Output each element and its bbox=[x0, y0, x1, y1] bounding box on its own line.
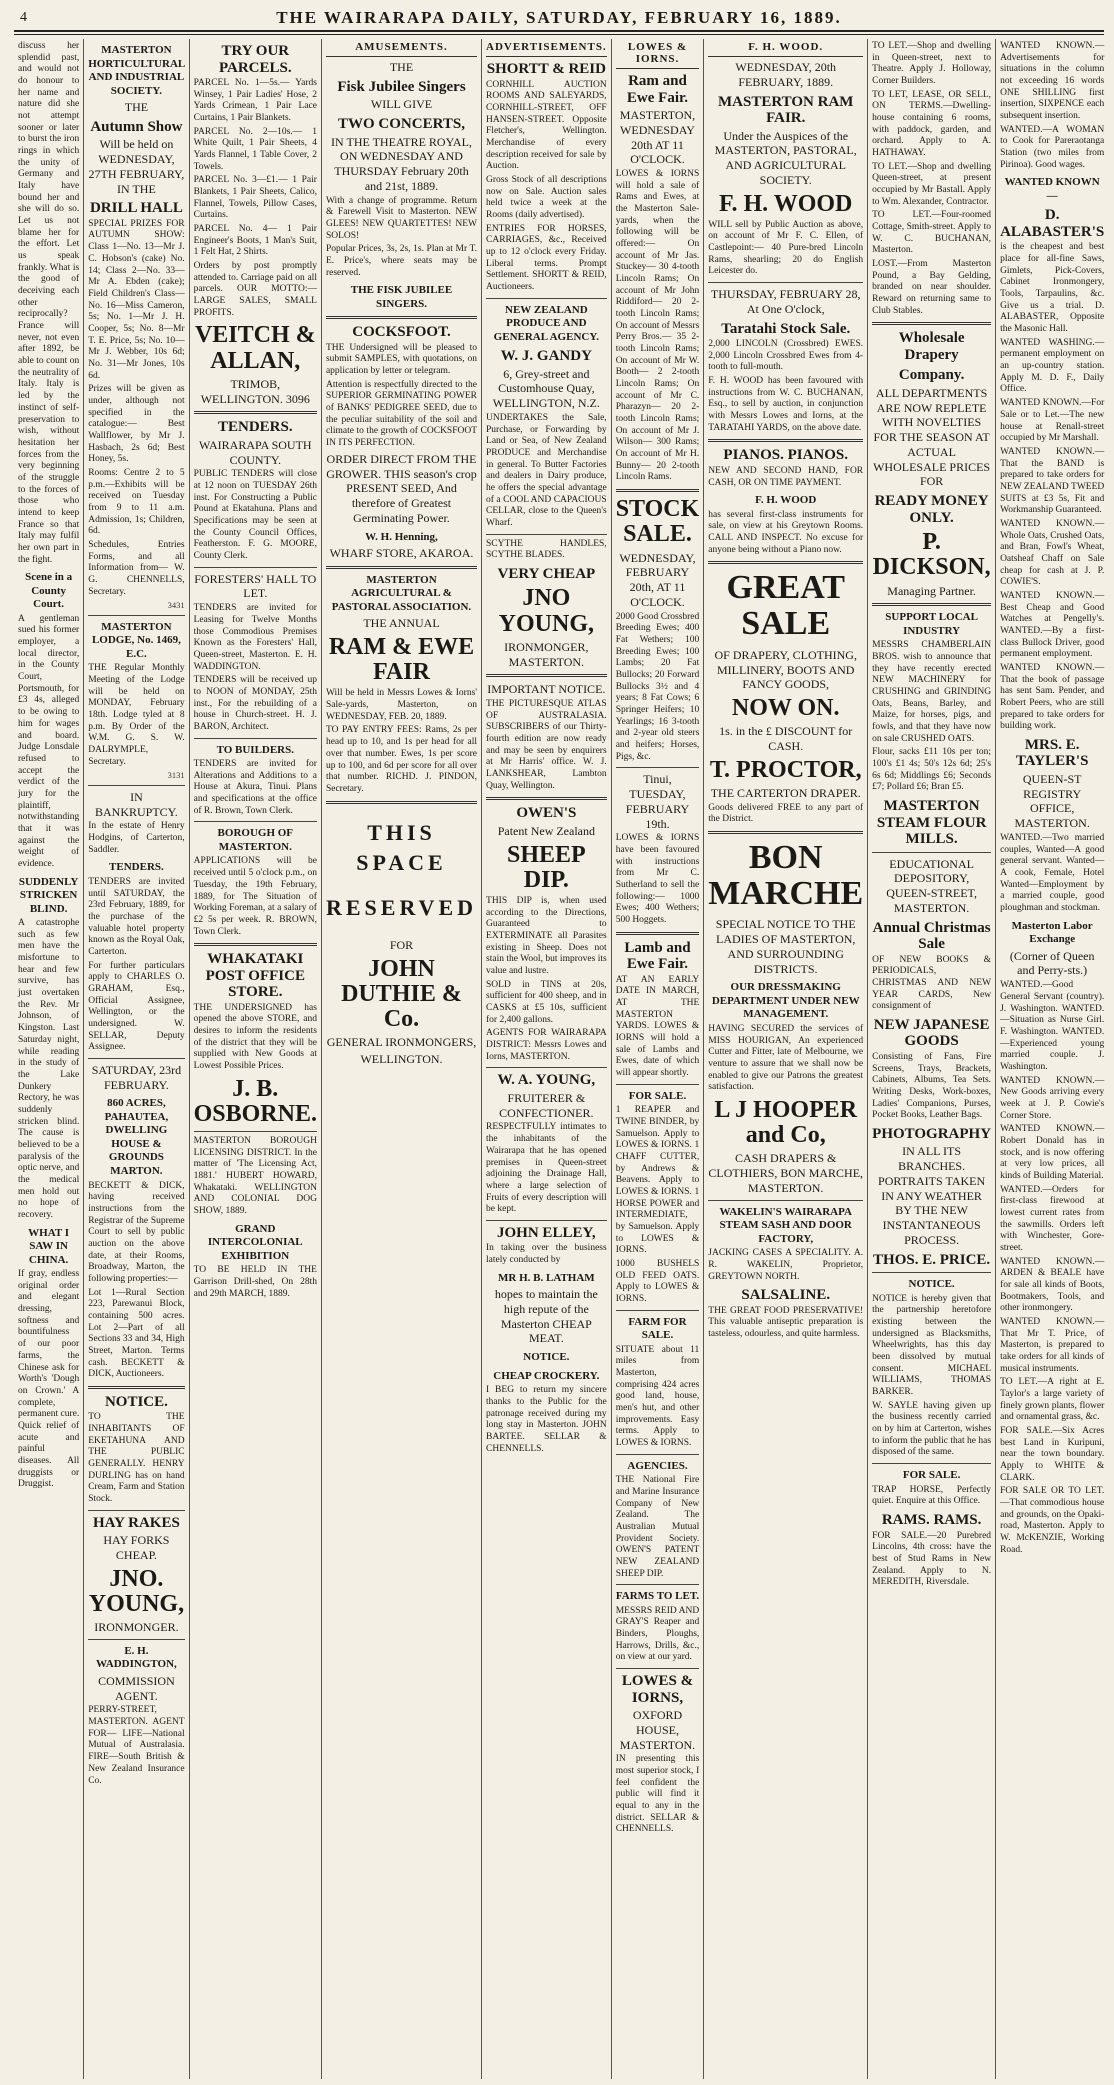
article-text: 1000 BUSHELS OLD FEED OATS. Apply to LOWES & IORNS. bbox=[615, 1258, 700, 1304]
headline: W. J. GANDY bbox=[500, 348, 592, 365]
column-rule bbox=[616, 1084, 700, 1085]
article-text: Prizes will be given as under, although not specified in the catalogue:— Best Wallflower, by Mr J. Hasbach, 2s 6d; Best Honey, 5s. bbox=[88, 384, 185, 465]
column-rule bbox=[194, 943, 317, 946]
column-heading: AMUSEMENTS. bbox=[326, 39, 477, 57]
article-text: PERRY-STREET, MASTERTON. AGENT FOR— LIFE—National Mutual of Australasia. FIRE—South British & New Zealand Insurance Co. bbox=[88, 1705, 185, 1786]
headline: E. H. WADDINGTON, bbox=[96, 1644, 177, 1671]
headline: NOTICE. bbox=[523, 1351, 570, 1364]
article-text: Orders by post promptly attended to. Carriage paid on all parcels. OUR MOTTO:—LARGE SALES, SMALL PROFITS. bbox=[193, 261, 317, 318]
article-text: WANTED.—Good General Servant (country). J. Washington. WANTED.—Situation as Nurse Girl. F. Washington. WANTED.—Experienced young married couple. J. Washington. bbox=[1000, 980, 1105, 1072]
headline: THE bbox=[124, 100, 149, 115]
column-rule bbox=[326, 801, 477, 804]
headline: THE CARTERTON DRAPER. bbox=[710, 785, 861, 800]
headline: Lamb and Ewe Fair. bbox=[624, 939, 691, 973]
column-7 bbox=[703, 39, 867, 2079]
article-text: UNDERTAKES the Sale, Purchase, or Forwarding by Land or Sea, of New Zealand PRODUCE and Merchandise in general. To Butter Factories and dealers in Dairy produce, he offers the special advantage of a COOL AND CAPACIOUS CELLAR, close to the Queen's Wharf. bbox=[486, 412, 607, 528]
headline: SATURDAY, 23rd FEBRUARY. bbox=[91, 1062, 182, 1092]
headline: JOHN DUTHIE & Co. bbox=[341, 955, 462, 1033]
columns-container bbox=[14, 39, 1104, 2079]
headline: Ram and Ewe Fair. bbox=[626, 73, 689, 106]
column-6 bbox=[611, 39, 704, 2079]
article-text: 2000 Good Crossbred Breeding Ewes; 400 Fat Wethers; 100 Breeding Ewes; 100 Lambs; 20 Fat Bullocks; 20 Forward Bullocks 3½ and 4 years; 8 Fat Cows; 6 Springer Heifers; 10 Yearlings; 16 3-tooth and 2-year old steers and heifers; Horses, Pigs, &c. bbox=[615, 611, 700, 762]
article-text: is the cheapest and best place for all-fine Saws, Gimlets, Pick-Covers, Cabinet Ironmongery, Tools, Tarpaulins, &c. Give us a trial. D. ALABASTER, Opposite the Masonic Hall. bbox=[1000, 242, 1105, 335]
headline: Patent New Zealand bbox=[497, 823, 595, 838]
article-text: Goods delivered FREE to any part of the District. bbox=[708, 802, 864, 825]
headline: WAKELIN'S WAIRARAPA STEAM SASH AND DOOR FACTORY, bbox=[719, 1205, 852, 1245]
headline: NEW ZEALAND PRODUCE AND GENERAL AGENCY. bbox=[493, 303, 600, 343]
headline: W. H. Henning, bbox=[365, 530, 438, 543]
article-text: APPLICATIONS will be received until 5 o'clock p.m., on Tuesday, the 19th February, 1889, for The Situation of Working Foreman, at a salary of £2 5s per week. R. BROWN, Town Clerk. bbox=[193, 856, 317, 937]
headline: IMPORTANT NOTICE. bbox=[487, 682, 606, 697]
headline: AGENCIES. bbox=[627, 1459, 688, 1472]
column-5 bbox=[481, 39, 611, 2079]
article-text: THE UNDERSIGNED has opened the above STORE, and desires to inform the residents of the district that they will be supplied with New Goods at Lowest Possible Prices. bbox=[193, 1002, 317, 1072]
article-text: PARCEL No. 3—£1.— 1 Pair Blankets, 1 Pair Sheets, Calico, Flannel, Towels, Pillow Cases, Curtains. bbox=[193, 175, 317, 221]
article-text: FOR SALE.—Six Acres best Land in Kuripuni, near the town boundary. Apply to WHITE & CLARK. bbox=[1000, 1426, 1105, 1483]
article-text: 2,000 LINCOLN (Crossbred) EWES. 2,000 Lincoln Crossbred Ewes from 4-tooth to full-mouth. bbox=[708, 339, 864, 373]
headline: Masterton Labor Exchange bbox=[1011, 919, 1093, 946]
headline: OXFORD HOUSE, MASTERTON. bbox=[619, 1708, 696, 1752]
article-text: THE PICTURESQUE ATLAS OF AUSTRALASIA. SUBSCRIBERS of our Thirty-fourth edition are now ready and may be seen by enquirers at Mr Harris' office. W. J. LANKSHEAR, Lambton Quay, Wellington. bbox=[486, 699, 607, 791]
headline: JNO YOUNG, bbox=[498, 585, 595, 637]
headline: WAIRARAPA SOUTH COUNTY. bbox=[199, 437, 312, 467]
column-rule bbox=[616, 489, 700, 492]
article-text: THE Regular Monthly Meeting of the Lodge will be held on MONDAY, February 18th. Lodge tyled at 8 p.m. By Order of the W.M. G. S. W. DALRYMPLE, Secretary. bbox=[88, 663, 185, 767]
article-text: PARCEL No. 4— 1 Pair Engineer's Boots, 1 Man's Suit, 1 Felt Hat, 2 Shirts. bbox=[193, 224, 317, 258]
article-text: THIS DIP is, when used according to the Directions, Guaranteed to EXTERMINATE all Parasites existing in Sheep. Does not stain the Wool, but improves its value and lustre. bbox=[486, 896, 607, 977]
headline: MRS. E. TAYLER'S bbox=[1015, 736, 1089, 770]
headline: hopes to maintain the high repute of the Masterton CHEAP MEAT. bbox=[494, 1287, 598, 1346]
headline: 6, Grey-street and Customhouse Quay, WELLINGTON, N.Z. bbox=[492, 366, 600, 411]
article-text: A gentleman sued his former employer, a local director, in the County Court, Portsmouth, for £3 4s, alleged to be owing to him for wages and board. Judge Lonsdale refused to accept the verdict of the jury for the plaintiff, notwithstanding that it was against the weight of evidence. bbox=[18, 613, 80, 869]
article-text: AT AN EARLY DATE IN MARCH, AT THE MASTERTON YARDS. LOWES & IORNS will hold a sale of Lambs and Ewes, date of which will appear shortly. bbox=[615, 974, 700, 1078]
column-rule bbox=[708, 1200, 863, 1201]
column-rule bbox=[872, 322, 991, 325]
article-text: TRAP HORSE, Perfectly quiet. Enquire at this Office. bbox=[872, 1484, 992, 1507]
article-text: With a change of programme. Return & Farewell Visit to Masterton. NEW GLEES! NEW QUARTETTES! NEW SOLOS! bbox=[325, 195, 478, 241]
headline: Managing Partner. bbox=[887, 583, 976, 598]
article-text: SOLD in TINS at 20s, sufficient for 400 sheep, and in CASKS at £5 10s, sufficient for 2,400 gallons. bbox=[486, 979, 607, 1025]
headline: Under the Auspices of the MASTERTON, PASTORAL, AND AGRICULTURAL SOCIETY. bbox=[714, 128, 857, 187]
article-text: CORNHILL AUCTION ROOMS AND SALEYARDS, CORNHILL-STREET, OFF HANSEN-STREET. Opposite Fletcher's, Wellington. Merchandise of every description received for sale by Auction. bbox=[486, 79, 607, 172]
headline: RAMS. RAMS. bbox=[881, 1512, 982, 1529]
article-text: WANTED KNOWN.—That Mr T. Price, of Masterton, is prepared to take orders for all kinds of musical instruments. bbox=[1000, 1317, 1105, 1374]
column-rule bbox=[708, 831, 863, 834]
headline: IRONMONGER. bbox=[94, 1620, 179, 1635]
article-text: NOTICE is hereby given that the partnership heretofore existing between the undersigned as Blacksmiths, Wheelwrights, has this day been dissolved by mutual consent. MICHAEL WILLIAMS, THOMAS BARKER. bbox=[872, 1293, 992, 1398]
headline: THIS SPACE bbox=[356, 819, 447, 876]
article-text: I BEG to return my sincere thanks to the Public for the patronage received during my long stay in Masterton. JOHN BARTEE. SELLAR & CHENNELLS. bbox=[486, 1385, 607, 1454]
headline: Annual Christmas Sale bbox=[872, 919, 991, 953]
newspaper-title: THE WAIRARAPA DAILY, SATURDAY, FEBRUARY 16, 1889. bbox=[276, 8, 842, 27]
headline: FRUITERER & CONFECTIONER. bbox=[499, 1090, 594, 1120]
article-text: HAVING SECURED the services of MISS HOURIGAN, An experienced Cutter and Fitter, late of Melbourne, we venture to assure that we shall now be enabled to give our Patrons the greatest satisfaction. bbox=[708, 1023, 864, 1093]
headline: ALL DEPARTMENTS ARE NOW REPLETE WITH NOVELTIES FOR THE SEASON AT ACTUAL WHOLESALE PRICES FOR bbox=[873, 385, 991, 489]
headline: VERY CHEAP bbox=[497, 565, 596, 582]
article-text: TO THE INHABITANTS OF EKETAHUNA AND THE PUBLIC GENERALLY. HENRY DURLING has on hand Cream, Farm and Station Stock. bbox=[88, 1412, 185, 1505]
article-text: If gray, endless original order and elegant dressing, softness and bountifulness of our poor farms, the Chinese ask for Worth's 'Dough on Crown.' A complete, permanent cure. Quick relief of acute and painful diseases. All druggists or Druggist. bbox=[18, 1269, 80, 1490]
headline: MASTERTON LODGE, No. 1469, E.C. bbox=[91, 620, 181, 660]
article-text: Attention is respectfully directed to the SUPERIOR GERMINATING POWER of BANKS' PEDIGREE SEED, due to the peculiar suitability of the soil and climate to the growth of COCKSFOOT IN ITS PERFECTION. bbox=[325, 379, 478, 449]
headline: Will be held on WEDNESDAY, 27TH FEBRUARY, IN THE bbox=[88, 137, 185, 196]
article-text: SITUATE about 11 miles from Masterton, comprising 424 acres good land, house, men's hut, and other improvements. Easy terms. Apply to LOWES & IORNS. bbox=[615, 1344, 700, 1449]
column-4 bbox=[321, 39, 481, 2079]
headline: MR H. B. LATHAM bbox=[498, 1271, 595, 1284]
headline: MASTERTON HORTICULTURAL AND INDUSTRIAL SOCIETY. bbox=[88, 44, 186, 97]
article-text: SCYTHE HANDLES, SCYTHE BLADES. bbox=[486, 538, 607, 561]
article-text: WANTED KNOWN.—Whole Oats, Crushed Oats, and Bran, Fowl's Wheat, Oatsheaf Chaff on Sale cheap for cash at J. P. COWIE'S. bbox=[1000, 518, 1105, 588]
article-text: FOR SALE.—20 Purebred Lincolns, 4th cross: have the best of Stud Rams in New Zealand. Apply to N. MEREDITH, Riversdale. bbox=[872, 1530, 992, 1588]
headline: MASTERTON, WEDNESDAY 20th AT 11 O'CLOCK. bbox=[619, 108, 696, 167]
column-3 bbox=[189, 39, 321, 2079]
column-rule bbox=[194, 411, 317, 414]
headline: Fisk Jubilee Singers bbox=[337, 78, 466, 95]
column-rule bbox=[872, 603, 991, 606]
article-text: Popular Prices, 3s, 2s, 1s. Plan at Mr T. E. Price's, where seats may be reserved. bbox=[325, 244, 478, 278]
column-rule bbox=[486, 534, 607, 535]
headline: J. B. OSBORNE. bbox=[193, 1075, 317, 1127]
article-text: FOR SALE OR TO LET.—That commodious house and grounds, on the Opaki-road, Masterton. Apply to W. McKENZIE, Working Road. bbox=[1000, 1486, 1105, 1555]
article-text: TENDERS are invited until SATURDAY, the 23rd February, 1889, for the purchase of the valuable hotel property known as the Royal Oak, Carterton. bbox=[88, 876, 185, 957]
headline: WHARF STORE, AKAROA. bbox=[329, 546, 474, 561]
column-rule bbox=[616, 1310, 700, 1311]
article-text: Rooms: Centre 2 to 5 p.m.—Exhibits will be received on Tuesday from 9 to 11 a.m. Admission, 1s; Children, 6d. bbox=[88, 467, 185, 537]
headline: TRY OUR PARCELS. bbox=[218, 43, 292, 76]
headline: MASTERTON STEAM FLOUR MILLS. bbox=[876, 798, 987, 848]
headline: EDUCATIONAL DEPOSITORY, QUEEN-STREET, MASTERTON. bbox=[886, 856, 977, 915]
headline: FORESTERS' HALL TO LET. bbox=[194, 571, 317, 601]
column-rule bbox=[486, 298, 607, 299]
headline: FOR bbox=[389, 937, 414, 952]
column-8 bbox=[867, 39, 995, 2079]
article-text: OF NEW BOOKS & PERIODICALS, CHRISTMAS AND NEW YEAR CARDS, New consignment of bbox=[872, 954, 992, 1012]
headline: CASH DRAPERS & CLOTHIERS, BON MARCHE, MASTERTON. bbox=[708, 1151, 864, 1195]
column-rule bbox=[872, 852, 991, 853]
headline: IN ALL ITS BRANCHES. PORTRAITS TAKEN IN ANY WEATHER BY THE NEW INSTANTANEOUS PROCESS. bbox=[878, 1144, 986, 1247]
article-text: TENDERS are invited for Alterations and Additions to a House at Akura, Tinui. Plans and specifications at the office of R. Brown, Town Clerk. bbox=[193, 759, 317, 816]
headline: WELLINGTON. bbox=[360, 1051, 443, 1066]
column-rule bbox=[486, 1067, 607, 1068]
article-text: TO LET.—Shop and dwelling Queen-street, at present occupied by Mr Bastall. Apply to Wm. Alexander, Contractor. bbox=[872, 161, 992, 207]
headline: OWEN'S bbox=[516, 805, 577, 822]
article-text: MESSRS CHAMBERLAIN BROS. wish to announce that they have recently erected NEW MACHINERY for CRUSHING and GRINDING Oats, Beans, Barley, and Maize, for horses, pigs, and fowls, and that they have now on sale CRUSHED OATS. bbox=[872, 640, 992, 744]
article-text: WANTED KNOWN.—Robert Donald has in stock, and is now offering at very low prices, all kinds of Building Material. bbox=[1000, 1124, 1105, 1181]
headline: L J HOOPER and Co, bbox=[714, 1097, 858, 1149]
article-text: PARCEL No. 2—10s.— 1 White Quilt, 1 Pair Sheets, 4 Yards Flannel, 1 Table Cover, 2 Towels. bbox=[193, 126, 317, 172]
article-text: WANTED.—Two married couples, Wanted—A good general servant. Wanted—A cook, Female, Hotel Wanted—Employment by a married couple, good ploughman and stockman. bbox=[1000, 832, 1105, 913]
column-heading: F. H. WOOD. bbox=[708, 39, 863, 57]
article-text: TENDERS will be received up to NOON of MONDAY, 25th inst., For the rebuilding of a house in Church-street. H. J. BARON, Architect. bbox=[193, 675, 317, 732]
column-rule bbox=[194, 738, 317, 739]
article-text: WANTED.—Orders for first-class firewood at lowest current rates from the sawmills. Orders left with Winchester, Gore-street. bbox=[1000, 1184, 1105, 1253]
article-text: WANTED KNOWN.—That the book of passage has sent Sam. Pender, and Robert Peers, who are still prepared to take orders for building work. bbox=[1000, 662, 1105, 732]
article-text: JACKING CASES A SPECIALITY. A. R. WAKELIN, Proprietor, GREYTOWN NORTH. bbox=[708, 1248, 864, 1282]
article-text: PARCEL No. 1—5s.— Yards Winsey, 1 Pair Ladies' Hose, 2 Yards Crimean, 1 Pair Lace Curtains, 1 Pair Blankets. bbox=[193, 78, 317, 124]
headline: OF DRAPERY, CLOTHING, MILLINERY, BOOTS AND FANCY GOODS, bbox=[714, 647, 857, 692]
headline: COMMISSION AGENT. bbox=[98, 1673, 175, 1703]
headline: FOR SALE. bbox=[902, 1469, 961, 1482]
column-heading: ADVERTISEMENTS. bbox=[486, 39, 607, 57]
column-rule bbox=[88, 1510, 184, 1511]
headline: RESERVED bbox=[325, 895, 478, 921]
column-rule bbox=[616, 932, 700, 935]
headline: TRIMOB, WELLINGTON. 3096 bbox=[200, 376, 310, 406]
article-text: TO LET.—A right at E. Taylor's a large variety of finely grown plants, flower and ornamental grass, &c. bbox=[1000, 1377, 1105, 1423]
headline: QUEEN-ST REGISTRY OFFICE, MASTERTON. bbox=[1014, 771, 1090, 831]
article-text: TO PAY ENTRY FEES: Rams, 2s per head up to 10, and 1s per head for all over that number. Ewes, 1s per score up to 100, and 6d per score for all over that number. RICHD. J. PINDON, Secretary. bbox=[325, 725, 478, 794]
article-text: MASTERTON BOROUGH LICENSING DISTRICT. In the matter of 'The Licensing Act, 1881.' HUBERT HOWARD, Whakataki. WELLINGTON AND COLONIAL DOG SHOW, 1889. bbox=[193, 1136, 317, 1217]
headline: NOW ON. bbox=[731, 695, 840, 722]
headline: IN BANKRUPTCY. bbox=[95, 789, 178, 819]
page-number: 4 bbox=[20, 10, 27, 25]
headline: TWO CONCERTS, bbox=[337, 116, 465, 132]
ad-number: 3131 bbox=[167, 770, 185, 781]
headline: (Corner of Queen and Perry-sts.) bbox=[1009, 948, 1095, 978]
column-rule bbox=[872, 1463, 991, 1464]
headline: MASTERTON RAM FAIR. bbox=[717, 93, 854, 126]
headline: Wholesale Drapery bbox=[898, 330, 965, 363]
headline: SUDDENLY STRICKEN BLIND. bbox=[18, 875, 79, 915]
article-text: In the estate of Henry Hodgins, of Carterton, Saddler. bbox=[88, 821, 185, 855]
headline: Tinui, TUESDAY, FEBRUARY 19th. bbox=[625, 772, 690, 831]
article-text: WANTED KNOWN.—New Goods arriving every week at J. P. Cowie's Corner Store. bbox=[1000, 1075, 1105, 1121]
column-rule bbox=[194, 821, 317, 822]
article-text: Lot 1—Rural Section 223, Parewanui Block, containing 500 acres. Lot 2—Part of all Sections 33 and 34, High Street, Marton. Terms cash. BECKETT & DICK, Auctioneers. bbox=[88, 1287, 185, 1380]
headline: Autumn Show bbox=[90, 118, 183, 135]
headline: WEDNESDAY, 20th FEBRUARY, 1889. bbox=[735, 60, 837, 89]
article-text: WANTED WASHING.—permanent employment on an up-country station. Apply M. D. F., Daily Office. bbox=[1000, 337, 1105, 395]
headline: TENDERS. bbox=[109, 861, 164, 874]
column-rule bbox=[708, 561, 863, 564]
article-text: W. SAYLE having given up the business recently carried on by him at Carterton, wishes to inform the public that he has disposed of the same. bbox=[872, 1400, 992, 1458]
article-text: TO LET, LEASE, OR SELL, ON TERMS.—Dwelling-house containing 6 rooms, with paddock, garden, and orchard. Apply to A. HATHAWAY. bbox=[872, 89, 992, 159]
column-9 bbox=[995, 39, 1108, 2079]
article-text: 1 REAPER and TWINE BINDER, by Samuelson. Apply to LOWES & IORNS. 1 CHAFF CUTTER, by Andrews & Beavens. Apply to LOWES & IORNS. 1 HORSE POWER and INTERMEDIATE, by Samuelson. Apply to LOWES & IORNS. bbox=[615, 1105, 700, 1256]
headline: PHOTOGRAPHY bbox=[872, 1125, 992, 1142]
article-text: WANTED KNOWN.—Advertisements for situations in the column not exceeding 16 words ONE SHILLING first insertion, SIXPENCE each subsequent insertion. bbox=[1000, 41, 1105, 122]
headline: 860 ACRES, PAHAUTEA, DWELLING HOUSE & GROUNDS MARTON. bbox=[104, 1097, 169, 1177]
headline: THE bbox=[389, 60, 414, 74]
article-text: THE Undersigned will be pleased to submit SAMPLES, with quotations, on application by letter or telegram. bbox=[325, 342, 478, 377]
headline: WHAT I SAW IN CHINA. bbox=[28, 1226, 70, 1266]
column-1 bbox=[14, 39, 83, 2079]
article-text: Consisting of Fans, Fire Screens, Trays, Brackets, Cabinets, Albums, Tea Sets. Writing Desks, Work-boxes, Ladies' Companions, Purses, Pocket Books, Leather Bags. bbox=[872, 1051, 992, 1121]
headline: MASTERTON AGRICULTURAL & PASTORAL ASSOCIATION. bbox=[331, 573, 472, 613]
headline: FARMS TO LET. bbox=[615, 1590, 700, 1603]
headline: THE FISK JUBILEE SINGERS. bbox=[350, 284, 453, 310]
headline: GREAT SALE bbox=[726, 569, 845, 643]
article-text: In taking over the business lately conducted by bbox=[486, 1243, 607, 1266]
article-text: WANTED KNOWN.—For Sale or to Let.—The new house at Renall-street occupied by Mr Marshall. bbox=[1000, 398, 1105, 444]
column-rule bbox=[88, 1386, 184, 1389]
headline: SHEEP DIP. bbox=[507, 841, 586, 893]
column-rule bbox=[486, 674, 607, 677]
column-rule bbox=[326, 316, 477, 319]
headline: Taratahi Stock Sale. bbox=[721, 320, 851, 337]
headline: BON MARCHE bbox=[708, 839, 864, 912]
headline: TENDERS. bbox=[217, 419, 293, 436]
headline: STOCK SALE. bbox=[615, 496, 700, 548]
article-text: A catastrophe such as few men have the misfortune to hear and few survive, has just overtaken the Rev. Mr Johnson, of Kingston. Last Saturday night, while reading in the study of the Lake Dunkery Rectory, he was suddenly stricken blind. The cause is believed to be a paralysis of the optic nerve, and the medical men hold out no hope of recovery. bbox=[18, 918, 80, 1220]
headline: ORDER DIRECT FROM THE GROWER. THIS season's crop PRESENT SEED, And therefore of Greatest Germinating Power. bbox=[326, 451, 477, 525]
article-text: LOST.—From Masterton Pound, a Bay Gelding, branded on near shoulder. Reward on returning same to Club Stables. bbox=[872, 259, 992, 316]
column-rule bbox=[88, 1639, 184, 1640]
headline: WANTED KNOWN— bbox=[1004, 176, 1100, 202]
headline: SUPPORT LOCAL INDUSTRY bbox=[885, 611, 978, 637]
headline: RAM & EWE FAIR bbox=[328, 634, 475, 686]
article-text: LOWES & IORNS will hold a sale of Rams and Ewes, at the Masterton Sale-yards, when the following will be offered:— On account of Mr Jas. Stuckey— 30 4-tooth Lincoln Rams; On account of Mr John Riddiford— 20 2-tooth Lincoln Rams; On account of Messrs Perry Bros.— 35 2-tooth Lincoln Rams; On account of Mr W. Booth— 2 2-tooth Lincoln Rams; On account of Mr C. Pharazyn— 20 2-tooth Lincoln Rams; On account of Mr J. Wilson— 300 Rams; On account of Mr H. Bunny— 20 2-tooth Lincoln Rams. bbox=[615, 169, 700, 483]
column-rule bbox=[616, 1454, 700, 1455]
headline: Company. bbox=[898, 367, 965, 384]
article-text: WANTED KNOWN.—ARDEN & BEALE have for sale all kinds of Boots, Bootmakers, Tools, and other ironmongery. bbox=[1000, 1256, 1105, 1314]
headline: NOTICE. bbox=[104, 1393, 168, 1410]
headline: SPECIAL NOTICE TO THE LADIES OF MASTERTON, AND SURROUNDING DISTRICTS. bbox=[715, 917, 856, 976]
article-text: TO BE HELD IN THE Garrison Drill-shed, On 28th and 29th MARCH, 1889. bbox=[193, 1265, 317, 1299]
column-rule bbox=[194, 1131, 317, 1132]
column-2 bbox=[83, 39, 188, 2079]
headline: FARM FOR SALE. bbox=[628, 1315, 687, 1342]
article-text: WANTED KNOWN.—That the BAND is prepared to take orders for NEW ZEALAND TWEED SUITS at £3 5s, Fit and Workmanship Guaranteed. bbox=[1000, 446, 1105, 516]
headline: THURSDAY, FEBRUARY 28, At One O'clock, bbox=[710, 287, 861, 316]
headline: LOWES & IORNS, bbox=[621, 1673, 694, 1706]
headline: F. H. WOOD bbox=[719, 190, 853, 217]
headline: HAY RAKES bbox=[92, 1514, 180, 1531]
headline: GRAND INTERCOLONIAL EXHIBITION bbox=[207, 1222, 303, 1262]
article-text: SPECIAL PRIZES FOR AUTUMN SHOW: Class 1—No. 13—Mr J. C. Hobson's (cake) No. 14; Class 2—No. 33—Mr A. Ebden (cake); Field Children's Class—No. 16—Miss Cameron, 5s; No. 1—Mr J. H. Cooper, 5s; No. 8—Mr T. E. Price, 5s; No. 10—Mr J. Webber, 10s 6d; No. 31—Mr Jones, 10s 6d. bbox=[88, 218, 185, 381]
article-text: LOWES & IORNS have been favoured with instructions from Mr C. Sutherland to sell the following:— 1000 Ewes; 400 Wethers; 500 Hoggets. bbox=[615, 833, 700, 925]
headline: CHEAP CROCKERY. bbox=[493, 1369, 600, 1382]
masthead-rule bbox=[14, 32, 1104, 35]
headline: THOS. E. PRICE. bbox=[873, 1251, 991, 1268]
headline: OUR DRESSMAKING DEPARTMENT UNDER NEW MANAGEMENT. bbox=[711, 981, 860, 1021]
column-rule bbox=[88, 785, 184, 786]
article-text: TENDERS are invited for Leasing for Twelve Months those Commodious Premises Known as the Foresters' Hall, Queen-street, Masterton. E. H. WADDINGTON. bbox=[193, 603, 317, 672]
masthead bbox=[14, 6, 1104, 32]
article-text: AGENTS FOR WAIRARAPA DISTRICT: Messrs Lowes and Iorns, MASTERTON. bbox=[486, 1028, 607, 1062]
headline: COCKSFOOT. bbox=[352, 324, 451, 341]
article-text: discuss her splendid past, and would not do honour to her name and nature did she not attempt sooner or later to burst the iron rings in which the unity of Germany and Italy have bound her and she will do so. Let us not blame her for the effort. Let us speak frankly. What is the good of deceiving each other reciprocally? France will never, not even after 1892, be able to count on the neutrality of Italy. Italy is led by the instinct of self-preservation to wish, without hesitation her forces from the very beginning of the struggle to the forces of those who intend to keep France so that Italy may fulfil her own part in the fight. bbox=[18, 41, 80, 565]
article-text: THE National Fire and Marine Insurance Company of New Zealand. The Australian Mutual Provident Society. OWEN'S PATENT NEW ZEALAND SHEEP DIP. bbox=[615, 1475, 700, 1579]
column-rule bbox=[872, 1272, 991, 1273]
article-text: NEW AND SECOND HAND, FOR CASH, OR ON TIME PAYMENT. bbox=[708, 465, 864, 488]
article-text: WANTED.—A WOMAN to Cook for Pareraotanga Station (two miles from Pirinoa). Good wages. bbox=[1000, 124, 1105, 170]
headline: W. A. YOUNG, bbox=[497, 1072, 596, 1089]
article-text: Flour, sacks £11 10s per ton; 100's £1 4s; 50's 12s 6d; 25's 6s 6d; Middlings £6; Seconds £7; Pollard £6; Bran £5. bbox=[872, 747, 992, 793]
headline: F. H. WOOD bbox=[755, 494, 817, 507]
headline: IRONMONGER, MASTERTON. bbox=[504, 639, 589, 669]
headline: JOHN ELLEY, bbox=[497, 1224, 596, 1241]
column-rule bbox=[708, 282, 863, 283]
article-text: THE GREAT FOOD PRESERVATIVE! This valuable antiseptic preparation is tasteless, odourless, and quite harmless. bbox=[708, 1305, 864, 1340]
article-text: ENTRIES FOR HORSES, CARRIAGES, &c., Received up to 12 o'clock every Friday. Liberal terms. Prompt Settlement. SHORTT & REID, Auctioneers. bbox=[486, 223, 607, 292]
headline: READY MONEY ONLY. bbox=[874, 493, 989, 526]
column-rule bbox=[194, 567, 317, 568]
article-text: TO LET.—Shop and dwelling in Queen-street, next to Theatre. Apply J. Holloway, Corner Builders. bbox=[872, 41, 992, 87]
column-rule bbox=[88, 615, 184, 616]
column-rule bbox=[616, 1584, 700, 1585]
headline: 1s. in the £ DISCOUNT for CASH. bbox=[719, 724, 853, 754]
headline: Scene in a County Court. bbox=[25, 571, 73, 611]
headline: PIANOS. PIANOS. bbox=[723, 447, 849, 464]
column-rule bbox=[326, 566, 477, 569]
headline: GENERAL IRONMONGERS, bbox=[326, 1035, 477, 1050]
headline: WEDNESDAY, FEBRUARY 20th, AT 11 O'CLOCK. bbox=[619, 550, 696, 609]
headline: DRILL HALL bbox=[89, 200, 183, 217]
column-rule bbox=[486, 1220, 607, 1221]
column-heading: LOWES & IORNS. bbox=[616, 39, 700, 69]
article-text: PUBLIC TENDERS will close at 12 noon on TUESDAY 26th inst. For Constructing a Public Pound at Ekatahuna. Plans and Specifications may be seen at the County Council Offices, Featherston. F. G. MOORE, County Clerk. bbox=[193, 469, 317, 562]
headline: P. DICKSON, bbox=[872, 529, 991, 581]
headline: TO BUILDERS. bbox=[216, 743, 294, 756]
column-rule bbox=[616, 1668, 700, 1669]
column-rule bbox=[708, 439, 863, 442]
headline: D. ALABASTER'S bbox=[1000, 207, 1105, 240]
headline: JNO. YOUNG, bbox=[88, 1565, 185, 1617]
article-text: IN presenting this most superior stock, I feel confident the public will find it equal to any in the district. SELLAR & CHENNELLS. bbox=[615, 1754, 700, 1835]
headline: HAY FORKS CHEAP. bbox=[103, 1533, 170, 1563]
column-rule bbox=[616, 767, 700, 768]
article-text: For further particulars apply to CHARLES O. GRAHAM, Esq., Official Assignee, Wellington, or the undersigned. W. SELLAR, Deputy Assignee. bbox=[88, 960, 185, 1053]
headline: FOR SALE. bbox=[628, 1089, 687, 1102]
article-text: TO LET.—Four-roomed Cottage, Smith-street. Apply to W. C. BUCHANAN, Masterton. bbox=[872, 210, 992, 256]
headline: NOTICE. bbox=[908, 1278, 955, 1291]
headline: THE ANNUAL bbox=[363, 616, 440, 631]
article-text: WANTED KNOWN.—Best Cheap and Good Watches at Pengelly's. WANTED.—By a first-class Bullock Driver, good permanent employment. bbox=[1000, 590, 1105, 660]
headline: WHAKATAKI POST OFFICE STORE. bbox=[205, 951, 305, 1001]
headline: VEITCH & ALLAN, bbox=[194, 322, 316, 374]
headline: IN THE THEATRE ROYAL, ON WEDNESDAY AND THURSDAY February 20th and 21st, 1889. bbox=[331, 134, 472, 193]
article-text: Gross Stock of all descriptions now on Sale. Auction sales held twice a week at the Rooms (daily advertised). bbox=[486, 174, 607, 220]
article-text: F. H. WOOD has been favoured with instructions from W. C. BUCHANAN, Esq., to sell by auction, in conjunction with Messrs Lowes and Iorns, at the TARATAHI YARDS, on the above date. bbox=[708, 376, 864, 433]
article-text: has several first-class instruments for sale, on view at his Greytown Rooms. CALL AND INSPECT. No excuse for anyone being without a Piano now. bbox=[708, 509, 864, 555]
headline: NEW JAPANESE GOODS bbox=[873, 1016, 990, 1050]
column-rule bbox=[88, 1058, 184, 1059]
headline: BOROUGH OF MASTERTON. bbox=[217, 827, 294, 853]
column-rule bbox=[486, 797, 607, 800]
article-text: Will be held in Messrs Lowes & Iorns' Sale-yards, Masterton, on WEDNESDAY, FEB. 20, 1889. bbox=[325, 688, 478, 722]
ad-number: 3431 bbox=[167, 600, 185, 611]
article-text: RESPECTFULLY intimates to the inhabitants of the Wairarapa that he has opened premises in Queen-street adjoining the Drainage Hall, where a large selection of Fruits of every description will be kept. bbox=[486, 1122, 607, 1215]
article-text: MESSRS REID AND GRAY'S Reaper and Binders, Ploughs, Harrows, Drills, &c., on view at our yard. bbox=[615, 1605, 700, 1663]
article-text: WILL sell by Public Auction as above, on account of Mr F. C. Ellen, of Castlepoint:— 40 Pure-bred Lincoln Rams, shearling; 20 do English Leicester do. bbox=[708, 219, 864, 277]
headline: SALSALINE. bbox=[741, 1287, 831, 1304]
headline: T. PROCTOR, bbox=[709, 756, 862, 783]
article-text: Schedules, Entries Forms, and all Information from— W. G. CHENNELLS, Secretary. bbox=[88, 539, 185, 597]
headline: WILL GIVE bbox=[370, 97, 433, 112]
article-text: BECKETT & DICK, having received instructions from the Registrar of the Supreme Court to sell by public auction on the above date, at their Rooms, Broadway, Marton, the following properties:— bbox=[88, 1180, 185, 1284]
headline: SHORTT & REID bbox=[486, 61, 606, 77]
